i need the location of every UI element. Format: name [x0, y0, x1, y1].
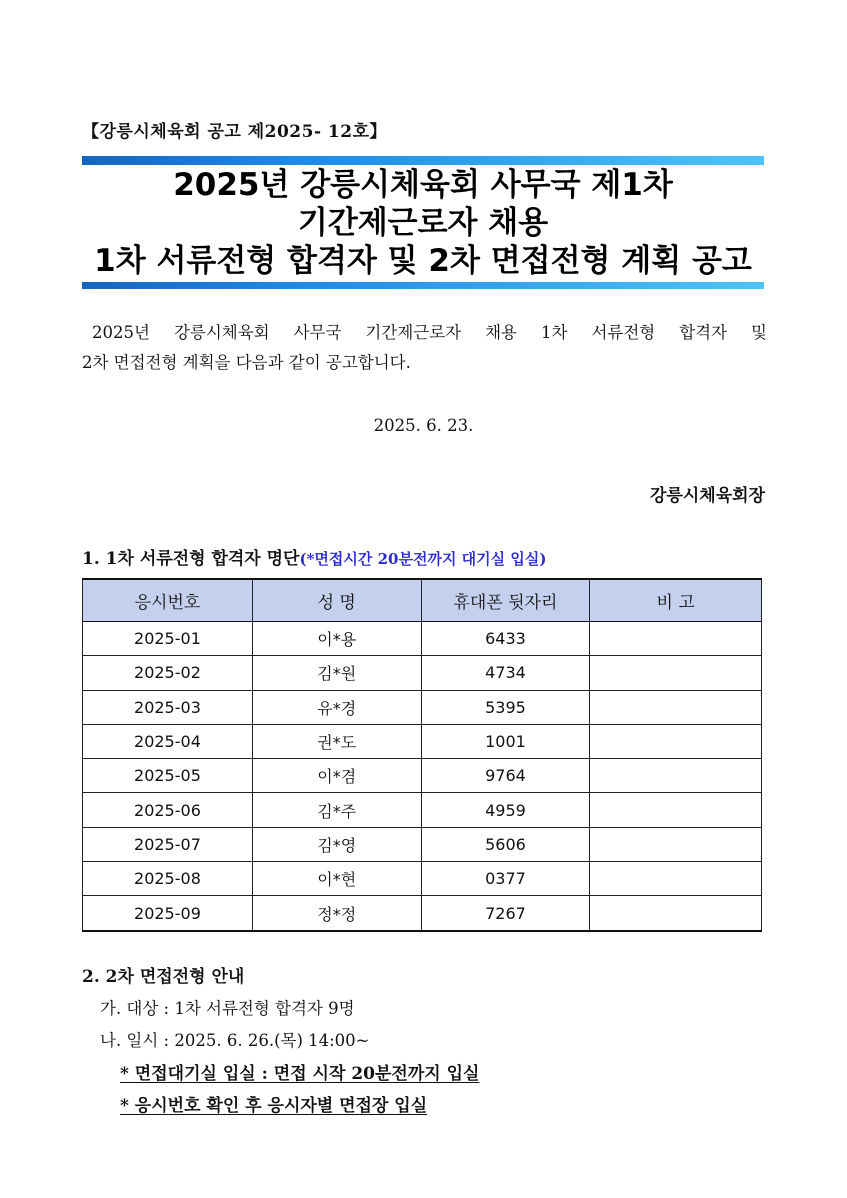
column-header-phone: 휴대폰 뒷자리 [421, 579, 590, 622]
cell-remark [590, 793, 762, 827]
title-line-3: 1차 서류전형 합격자 및 2차 면접전형 계획 공고 [94, 243, 752, 279]
title-bottom-bar [82, 282, 764, 289]
waiting-room-note: * 면접대기실 입실 : 면접 시작 20분전까지 입실 [120, 1064, 480, 1084]
cell-id: 2025-09 [83, 896, 253, 931]
cell-remark [590, 862, 762, 896]
cell-phone: 1001 [421, 724, 590, 758]
table-row [83, 793, 762, 827]
cell-phone: 4959 [421, 793, 590, 827]
column-header-id: 응시번호 [83, 579, 253, 622]
intro-paragraph [82, 318, 767, 378]
table-header-row [83, 579, 762, 622]
section1-heading [82, 544, 546, 569]
cell-phone: 0377 [421, 862, 590, 896]
section2-heading: 2. 2차 면접전형 안내 [82, 967, 245, 987]
cell-id: 2025-01 [83, 622, 253, 656]
table-row [83, 827, 762, 861]
cell-name: 김*주 [252, 793, 421, 827]
cell-id: 2025-06 [83, 793, 253, 827]
title-top-bar [82, 156, 764, 165]
document-title [82, 166, 764, 280]
cell-name: 이*현 [252, 862, 421, 896]
cell-id: 2025-02 [83, 656, 253, 690]
interview-target: 가. 대상 : 1차 서류전형 합격자 9명 [100, 999, 355, 1018]
table-row [83, 724, 762, 758]
notice-date: 2025. 6. 23. [373, 416, 474, 435]
notice-number: 【강릉시체육회 공고 제2025- 12호】 [82, 122, 388, 142]
cell-name: 유*경 [252, 690, 421, 724]
cell-phone: 4734 [421, 656, 590, 690]
cell-remark [590, 656, 762, 690]
cell-remark [590, 622, 762, 656]
column-header-remark: 비 고 [590, 579, 762, 622]
cell-name: 이*겸 [252, 759, 421, 793]
cell-phone: 5395 [421, 690, 590, 724]
cell-id: 2025-03 [83, 690, 253, 724]
cell-remark [590, 896, 762, 931]
table-row [83, 862, 762, 896]
cell-id: 2025-05 [83, 759, 253, 793]
cell-remark [590, 690, 762, 724]
table-row [83, 759, 762, 793]
cell-name: 김*영 [252, 827, 421, 861]
cell-phone: 6433 [421, 622, 590, 656]
cell-name: 정*정 [252, 896, 421, 931]
cell-id: 2025-04 [83, 724, 253, 758]
cell-remark [590, 759, 762, 793]
cell-name: 이*용 [252, 622, 421, 656]
cell-id: 2025-08 [83, 862, 253, 896]
cell-phone: 5606 [421, 827, 590, 861]
applicants-table [82, 578, 762, 932]
cell-id: 2025-07 [83, 827, 253, 861]
title-line-2: 기간제근로자 채용 [297, 205, 549, 241]
intro-line-2: 2차 면접전형 계획을 다음과 같이 공고합니다. [82, 353, 411, 372]
table-row [83, 690, 762, 724]
cell-remark [590, 724, 762, 758]
section1-note: (*면접시간 20분전까지 대기실 입실) [299, 550, 547, 568]
table-row [83, 896, 762, 931]
table-row [83, 622, 762, 656]
cell-remark [590, 827, 762, 861]
column-header-name: 성 명 [252, 579, 421, 622]
cell-phone: 7267 [421, 896, 590, 931]
interview-schedule: 나. 일시 : 2025. 6. 26.(목) 14:00~ [100, 1031, 370, 1050]
cell-name: 권*도 [252, 724, 421, 758]
title-line-1: 2025년 강릉시체육회 사무국 제1차 [173, 167, 673, 203]
cell-name: 김*원 [252, 656, 421, 690]
cell-phone: 9764 [421, 759, 590, 793]
intro-line-1: 2025년 강릉시체육회 사무국 기간제근로자 채용 1차 서류전형 합격자 및 [92, 323, 767, 342]
table-row [83, 656, 762, 690]
issuer: 강릉시체육회장 [650, 486, 765, 506]
applicant-number-note: * 응시번호 확인 후 응시자별 면접장 입실 [120, 1096, 428, 1116]
section1-title: 1. 1차 서류전형 합격자 명단 [82, 549, 300, 569]
